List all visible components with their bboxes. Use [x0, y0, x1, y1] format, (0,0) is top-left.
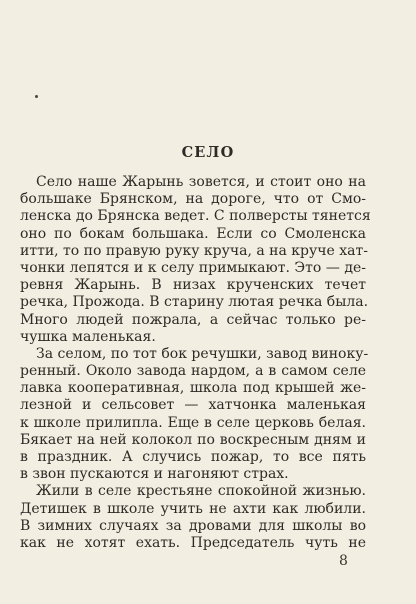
page-number: 8	[339, 553, 348, 569]
text-line: лезной и сельсовет — хатчонка маленькая	[20, 397, 366, 414]
body-text	[20, 174, 371, 552]
text-line: в звон пускаются и нагоняют страх.	[20, 466, 289, 483]
text-line: в праздник. А случись пожар, то все пять	[20, 449, 366, 465]
text-line: Детишек в школе учить не ахти как любили.	[20, 500, 366, 517]
text-line: большаке Брянском, на дороге, что от Смо-	[20, 191, 366, 208]
text-line: Село наше Жарынь зовется, и стоит оно на	[36, 174, 366, 190]
text-line: чонки лепятся и к селу примыкают. Это — де-	[20, 259, 366, 276]
text-line: Много людей пожрала, а сейчас только ре-	[20, 311, 366, 328]
text-line: ленска до Брянска ведет. С полверсты тянется	[20, 208, 371, 225]
text-line: За селом, по тот бок речушки, завод винoку-	[36, 345, 369, 362]
text-line: к школе прилипла. Еще в селе церковь белая.	[20, 414, 366, 431]
text-line: итти, то по правую руку круча, а на круче хат-	[20, 242, 368, 259]
text-line: чушка маленькая.	[20, 328, 156, 345]
text-line: лавка кооперативная, школа под крышей же-	[20, 380, 366, 397]
chapter-title: СЕЛО	[181, 144, 235, 161]
text-line: ренный. Около завода нардом, а в самом селе	[20, 363, 366, 380]
text-line: Жили в селе крестьяне спокойной жизнью.	[36, 483, 366, 500]
text-line: Бякает на ней колокол по воскресным дням и	[20, 431, 366, 448]
text-line: ревня Жарынь. В низах крученских течет	[20, 277, 366, 294]
text-line: В зимних случаях за дровами для школы во	[20, 517, 366, 534]
text-line: оно по бокам большака. Если со Смоленска	[20, 225, 366, 242]
text-line: как не хотят ехать. Председатель чуть не	[20, 534, 366, 551]
text-line: речка, Прожода. В старину лютая речка была.	[20, 294, 369, 311]
ink-speck	[35, 95, 38, 98]
